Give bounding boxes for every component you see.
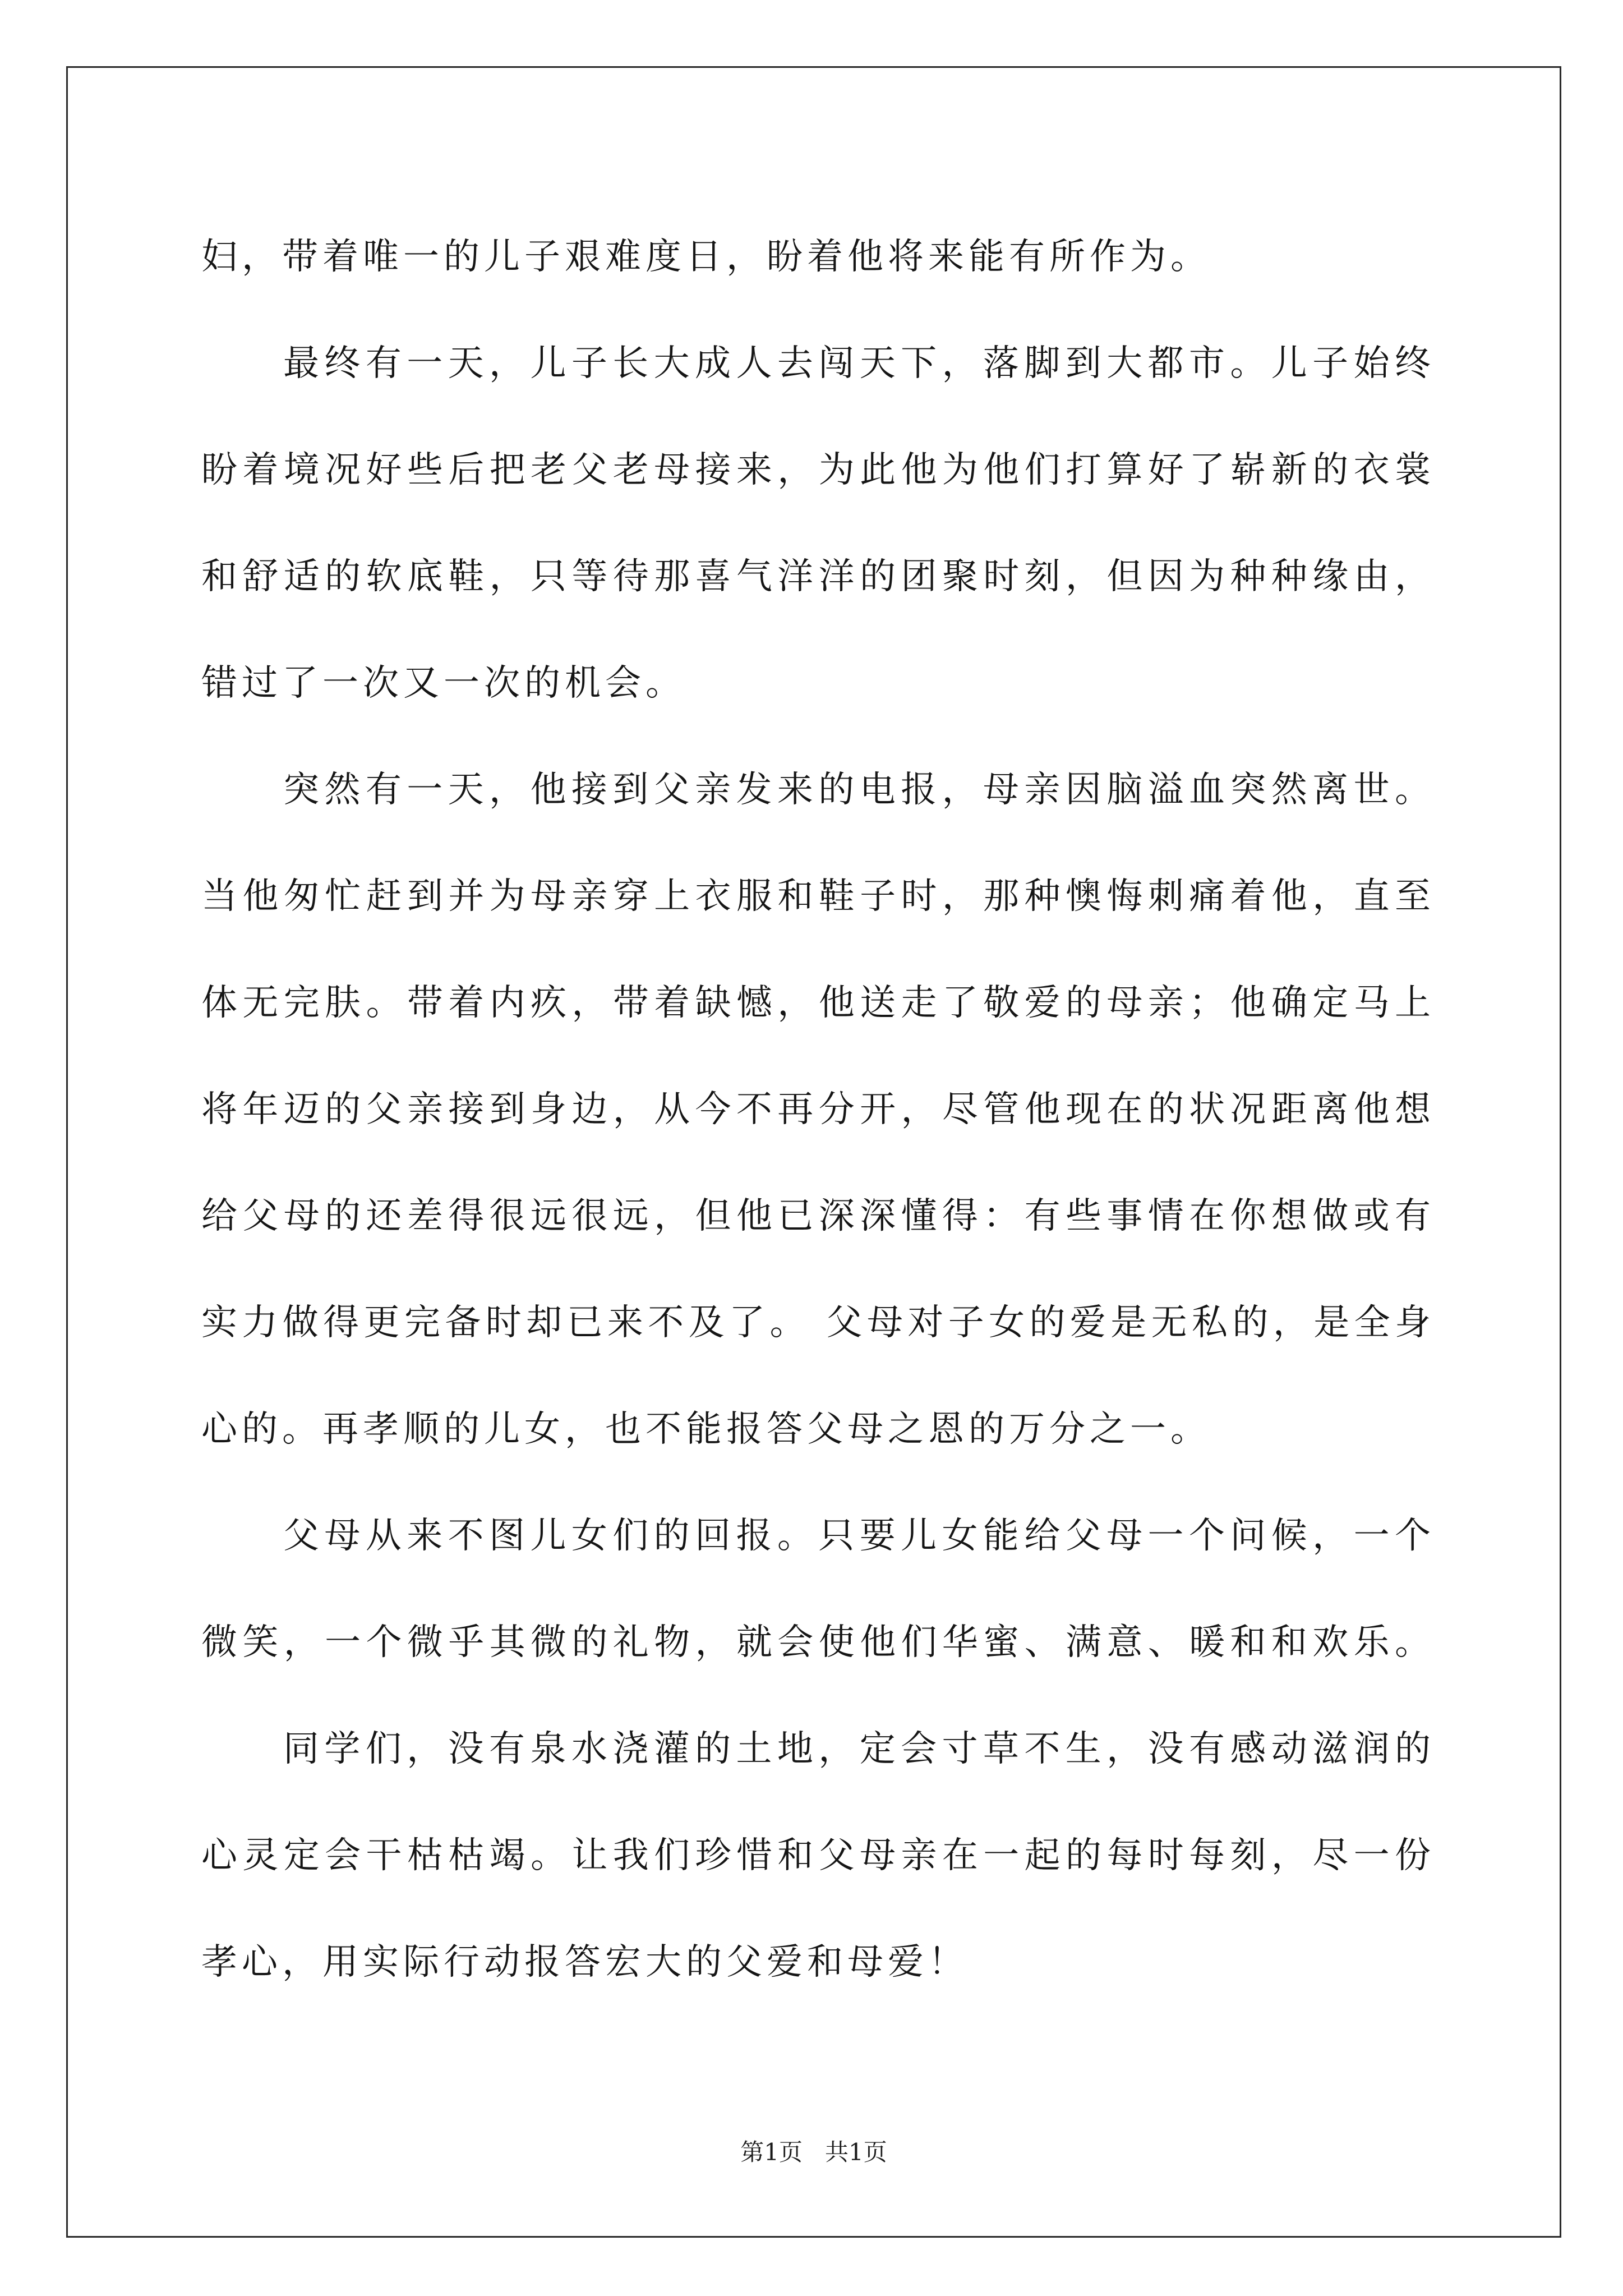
paragraph-1 [201,204,1435,310]
paragraph-3 [201,737,1435,1483]
paragraph-4 [201,1483,1435,1696]
paragraph-line: 和舒适的软底鞋，只等待那喜气洋洋的团聚时刻，但因为种种缘由， [201,556,1435,597]
paragraph-line: 当他匆忙赶到并为母亲穿上衣服和鞋子时，那种懊悔刺痛着他，直至 [201,876,1435,917]
paragraph-line: 妇，带着唯一的儿子艰难度日，盼着他将来能有所作为。 [201,236,1211,278]
paragraph-line: 盼着境况好些后把老父老母接来，为此他为他们打算好了崭新的衣裳 [201,449,1435,491]
paragraph-line: 微笑，一个微乎其微的礼物，就会使他们华蜜、满意、暖和和欢乐。 [201,1622,1435,1663]
paragraph-line: 将年迈的父亲接到身边，从今不再分开，尽管他现在的状况距离他想 [201,1089,1435,1130]
paragraph-line: 错过了一次又一次的机会。 [201,662,686,704]
paragraph-line: 体无完肤。带着内疚，带着缺憾，他送走了敬爱的母亲；他确定马上 [201,982,1435,1024]
page-number-footer: 第1页 共1页 [740,2138,887,2166]
paragraph-line: 给父母的还差得很远很远，但他已深深懂得：有些事情在你想做或有 [201,1195,1435,1237]
paragraph-2 [201,310,1435,737]
paragraph-line: 最终有一天，儿子长大成人去闯天下，落脚到大都市。儿子始终 [283,343,1435,384]
document-body [201,204,1435,2016]
paragraph-line: 父母从来不图儿女们的回报。只要儿女能给父母一个问候，一个 [283,1515,1435,1557]
paragraph-line: 心的。再孝顺的儿女，也不能报答父母之恩的万分之一。 [201,1409,1211,1450]
paragraph-line: 实力做得更完备时却已来不及了。 父母对子女的爱是无私的，是全身 [201,1302,1435,1343]
paragraph-5 [201,1696,1435,2016]
paragraph-line: 突然有一天，他接到父亲发来的电报，母亲因脑溢血突然离世。 [283,769,1435,811]
paragraph-line: 同学们，没有泉水浇灌的土地，定会寸草不生，没有感动滋润的 [283,1728,1435,1770]
paragraph-line: 心灵定会干枯枯竭。让我们珍惜和父母亲在一起的每时每刻，尽一份 [201,1835,1435,1876]
paragraph-line: 孝心，用实际行动报答宏大的父爱和母爱！ [201,1941,969,1983]
